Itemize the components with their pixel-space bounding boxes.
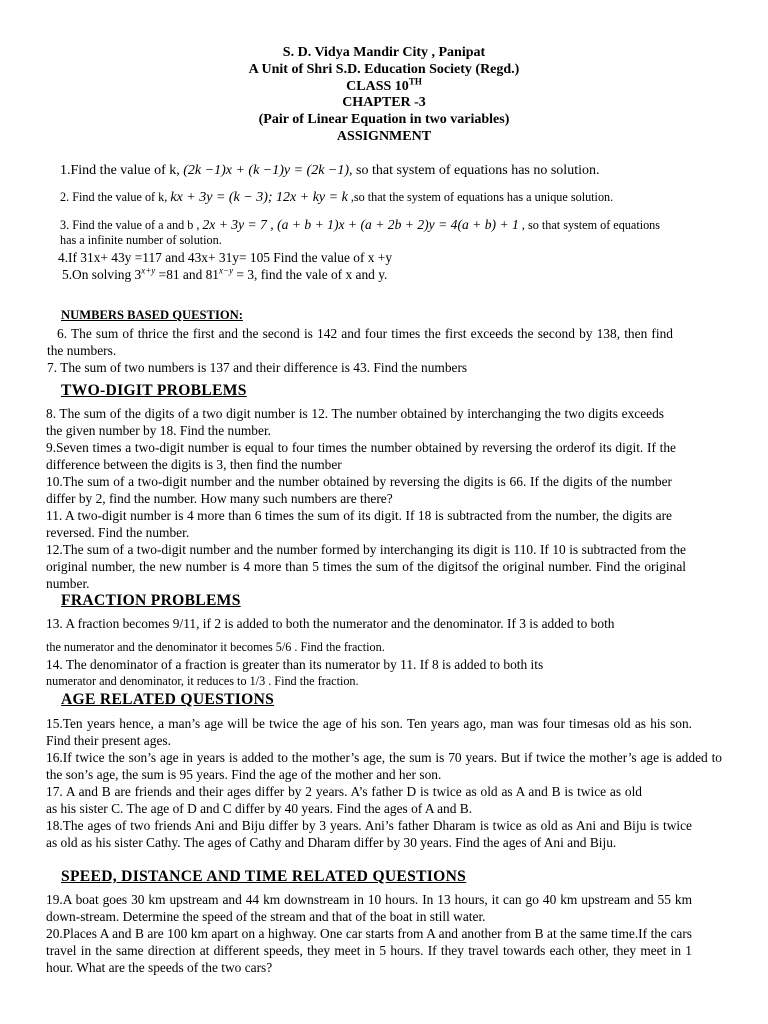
question-6: 6. The sum of thrice the first and the second is 142 and four times the first exceeds the second by 138, then find the numbers. bbox=[47, 326, 673, 358]
section-speed-heading: SPEED, DISTANCE AND TIME RELATED QUESTIONS bbox=[61, 868, 467, 885]
assignment-title: ASSIGNMENT bbox=[336, 129, 432, 144]
question-16: 16.If twice the son’s age in years is added to the mother’s age, the sum is 70 years. But if twice the mother’s age is added to the son’s age, the sum is 95 years. Find the age of the mother and her son. bbox=[46, 750, 722, 782]
question-13: 13. A fraction becomes 9/11, if 2 is added to both the numerator and the denominator. If 3 is added to both bbox=[46, 616, 615, 631]
question-4: 4.If 31x+ 43y =117 and 43x+ 31y= 105 Find the value of x +y bbox=[58, 250, 393, 265]
question-3-cont: has a infinite number of solution. bbox=[60, 233, 222, 247]
question-3: 3. Find the value of a and b , 2x + 3y = 7 , (a + b + 1)x + (a + 2b + 2)y = 4(a + b) + 1 , so that system of equations bbox=[60, 217, 661, 232]
section-fraction-heading: FRACTION PROBLEMS bbox=[61, 592, 241, 609]
question-2: 2. Find the value of k, kx + 3y = (k − 3); 12x + ky = k ,so that the system of equations has a unique solution. bbox=[60, 190, 614, 205]
question-11: 11. A two-digit number is 4 more than 6 times the sum of its digit. If 18 is subtracted from the number, the digits are reversed. Find the number. bbox=[46, 508, 672, 540]
question-14: 14. The denominator of a fraction is greater than its numerator by 11. If 8 is added to both its bbox=[46, 657, 544, 672]
question-8: 8. The sum of the digits of a two digit number is 12. The number obtained by interchanging the two digits exceeds the given number by 18. Find the number. bbox=[46, 406, 664, 438]
section-age-heading: AGE RELATED QUESTIONS bbox=[61, 691, 275, 708]
question-18: 18.The ages of two friends Ani and Biju differ by 3 years. Ani’s father Dharam is twice as old as Ani and Biju is twice as old as his sister Cathy. The ages of Cathy and Dharam differ by 30 years. Find the ages of Ani and Biju. bbox=[46, 818, 692, 850]
question-13-cont: the numerator and the denominator it becomes 5/6 . Find the fraction. bbox=[46, 640, 385, 654]
chapter-label: CHAPTER -3 bbox=[342, 95, 426, 110]
question-14-cont: numerator and denominator, it reduces to 1/3 . Find the fraction. bbox=[46, 674, 359, 688]
section-numbers-heading: NUMBERS BASED QUESTION: bbox=[61, 308, 243, 322]
question-17: 17. A and B are friends and their ages differ by 2 years. A’s father D is twice as old as A and B is twice as old as his sister C. The age of D and C differ by 40 years. Find the ages of A and B. bbox=[46, 784, 642, 816]
question-9: 9.Seven times a two-digit number is equal to four times the number obtained by reversing the orderof its digit. If the difference between the digits is 3, then find the number bbox=[46, 440, 676, 472]
chapter-topic: (Pair of Linear Equation in two variables) bbox=[258, 112, 510, 127]
question-10: 10.The sum of a two-digit number and the number obtained by reversing the digits is 66. If the digits of the number differ by 2, find the number. How many such numbers are there? bbox=[46, 474, 672, 506]
question-20: 20.Places A and B are 100 km apart on a highway. One car starts from A and another from B at the same time.If the cars travel in the same direction at different speeds, they meet in 5 hours. If they travel towards each other, they meet in 1 hour. What are the speeds of the two cars? bbox=[46, 926, 692, 975]
question-15: 15.Ten years hence, a man’s age will be twice the age of his son. Ten years ago, man was four timesas old as his son. Find their present ages. bbox=[46, 716, 692, 748]
society-name: A Unit of Shri S.D. Education Society (Regd.) bbox=[248, 62, 520, 77]
question-19: 19.A boat goes 30 km upstream and 44 km downstream in 10 hours. In 13 hours, it can go 40 km upstream and 55 km down-stream. Determine the speed of the stream and that of the boat in still water. bbox=[46, 892, 692, 924]
section-two-digit-heading: TWO-DIGIT PROBLEMS bbox=[61, 382, 247, 399]
question-7: 7. The sum of two numbers is 137 and their difference is 43. Find the numbers bbox=[47, 360, 468, 375]
class-label: CLASS 10TH bbox=[346, 76, 422, 94]
question-12: 12.The sum of a two-digit number and the number formed by interchanging its digit is 110. If 10 is subtracted from the original number, the new number is 4 more than 5 times the sum of the digitsof the original number. Find the original number. bbox=[46, 542, 686, 591]
question-5: 5.On solving $3^{x+y} =81$ and $81^{x-y} = 3$, find the vale of x and y. bbox=[62, 265, 388, 282]
question-1: 1.Find the value of k, (2k −1)x + (k −1)y = (2k −1), so that system of equations has no solution. bbox=[60, 163, 600, 178]
school-name: S. D. Vidya Mandir City , Panipat bbox=[282, 45, 486, 60]
